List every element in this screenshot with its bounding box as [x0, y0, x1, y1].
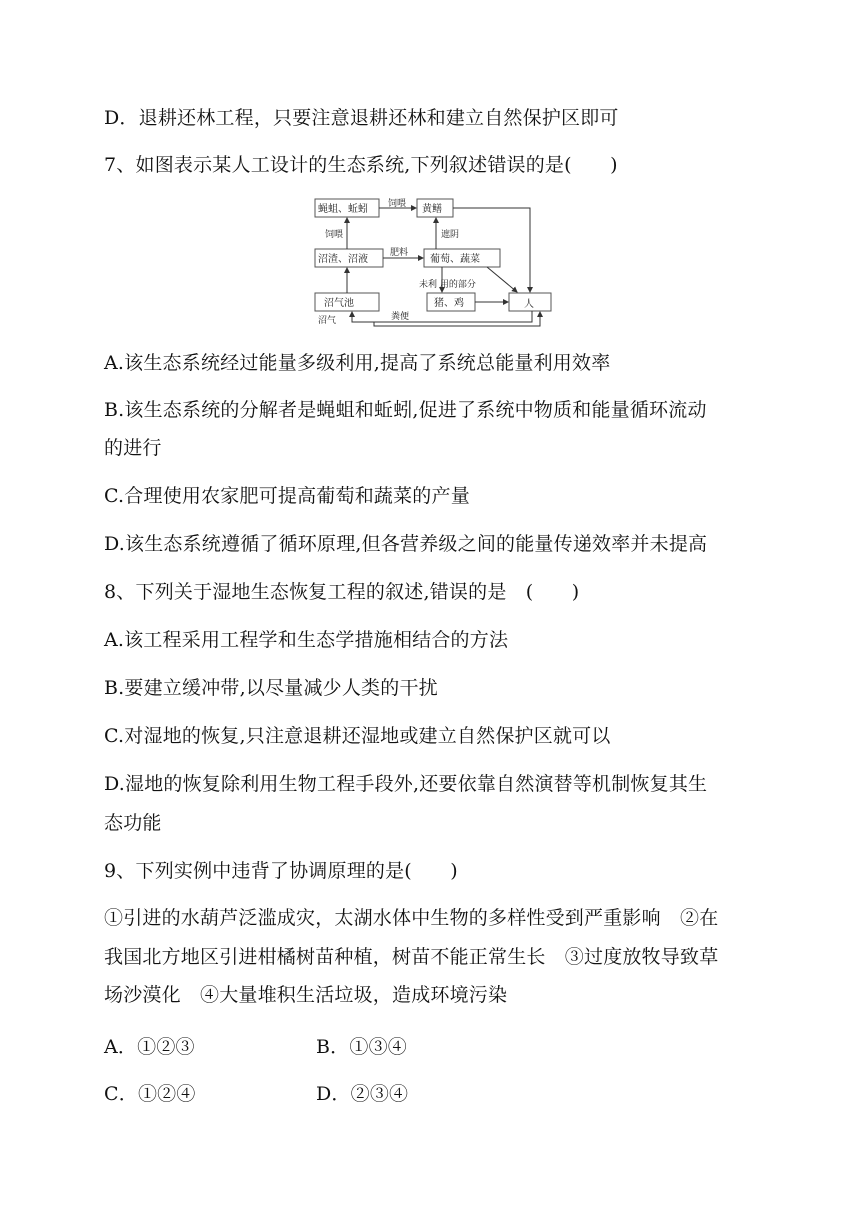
q9-item-line1: ①引进的水葫芦泛滥成灾，太湖水体中生物的多样性受到严重影响 ②在 — [104, 907, 719, 929]
ecosystem-diagram — [312, 195, 552, 330]
lbl-unused: 未利 用的部分 — [419, 280, 476, 290]
q7-option-b-line2: 的进行 — [104, 437, 162, 459]
q7-option-d: D.该生态系统遵循了循环原理,但各营养级之间的能量传递效率并未提高 — [104, 533, 708, 555]
q8-option-b: B.要建立缓冲带,以尽量减少人类的干扰 — [104, 677, 438, 699]
q8-option-d-line1: D.湿地的恢复除利用生物工程手段外,还要依靠自然演替等机制恢复其生 — [104, 773, 708, 795]
lbl-pig: 猪、鸡 — [434, 298, 464, 309]
q9-item-line2: 我国北方地区引进柑橘树苗种植，树苗不能正常生长 ③过度放牧导致草 — [104, 946, 719, 968]
q9-item-line3: 场沙漠化 ④大量堆积生活垃圾，造成环境污染 — [104, 984, 508, 1006]
q8-option-c: C.对湿地的恢复,只注意退耕还湿地或建立自然保护区就可以 — [104, 725, 611, 747]
question-9-stem: 9、下列实例中违背了协调原理的是( ) — [104, 860, 458, 882]
q8-option-a: A.该工程采用工程学和生态学措施相结合的方法 — [104, 629, 509, 651]
lbl-eel: 黄鳝 — [422, 204, 442, 215]
option-d-q6: D．退耕还林工程，只要注意退耕还林和建立自然保护区即可 — [104, 107, 619, 129]
lbl-feed-top: 饲喂 — [388, 199, 407, 209]
q9-option-c: C．①②④ — [104, 1083, 196, 1105]
lbl-feces: 粪便 — [391, 312, 410, 322]
q9-option-d: D．②③④ — [316, 1083, 409, 1105]
lbl-feed-left: 饲喂 — [325, 230, 344, 240]
q9-option-b: B．①③④ — [316, 1036, 407, 1058]
q8-option-d-line2: 态功能 — [104, 812, 162, 834]
question-7-stem: 7、如图表示某人工设计的生态系统,下列叙述错误的是( ) — [104, 154, 618, 176]
question-8-stem: 8、下列关于湿地生态恢复工程的叙述,错误的是 ( ) — [104, 581, 580, 603]
lbl-biogas-gas: 沼气 — [318, 316, 337, 326]
q7-option-a: A.该生态系统经过能量多级利用,提高了系统总能量利用效率 — [104, 352, 611, 374]
lbl-residue: 沼渣、沼液 — [318, 254, 368, 265]
lbl-maggot: 蝇蛆、蚯蚓 — [318, 204, 368, 215]
lbl-fertilizer: 肥料 — [390, 248, 409, 258]
q7-option-b-line1: B.该生态系统的分解者是蝇蛆和蚯蚓,促进了系统中物质和能量循环流动 — [104, 399, 707, 421]
lbl-shade: 遮阴 — [441, 230, 460, 240]
q9-option-a: A．①②③ — [104, 1036, 195, 1058]
lbl-biogas-pool: 沼气池 — [324, 298, 354, 309]
lbl-human: 人 — [524, 299, 534, 310]
lbl-grape: 葡萄、蔬菜 — [430, 254, 480, 265]
q7-option-c: C.合理使用农家肥可提高葡萄和蔬菜的产量 — [104, 485, 470, 507]
